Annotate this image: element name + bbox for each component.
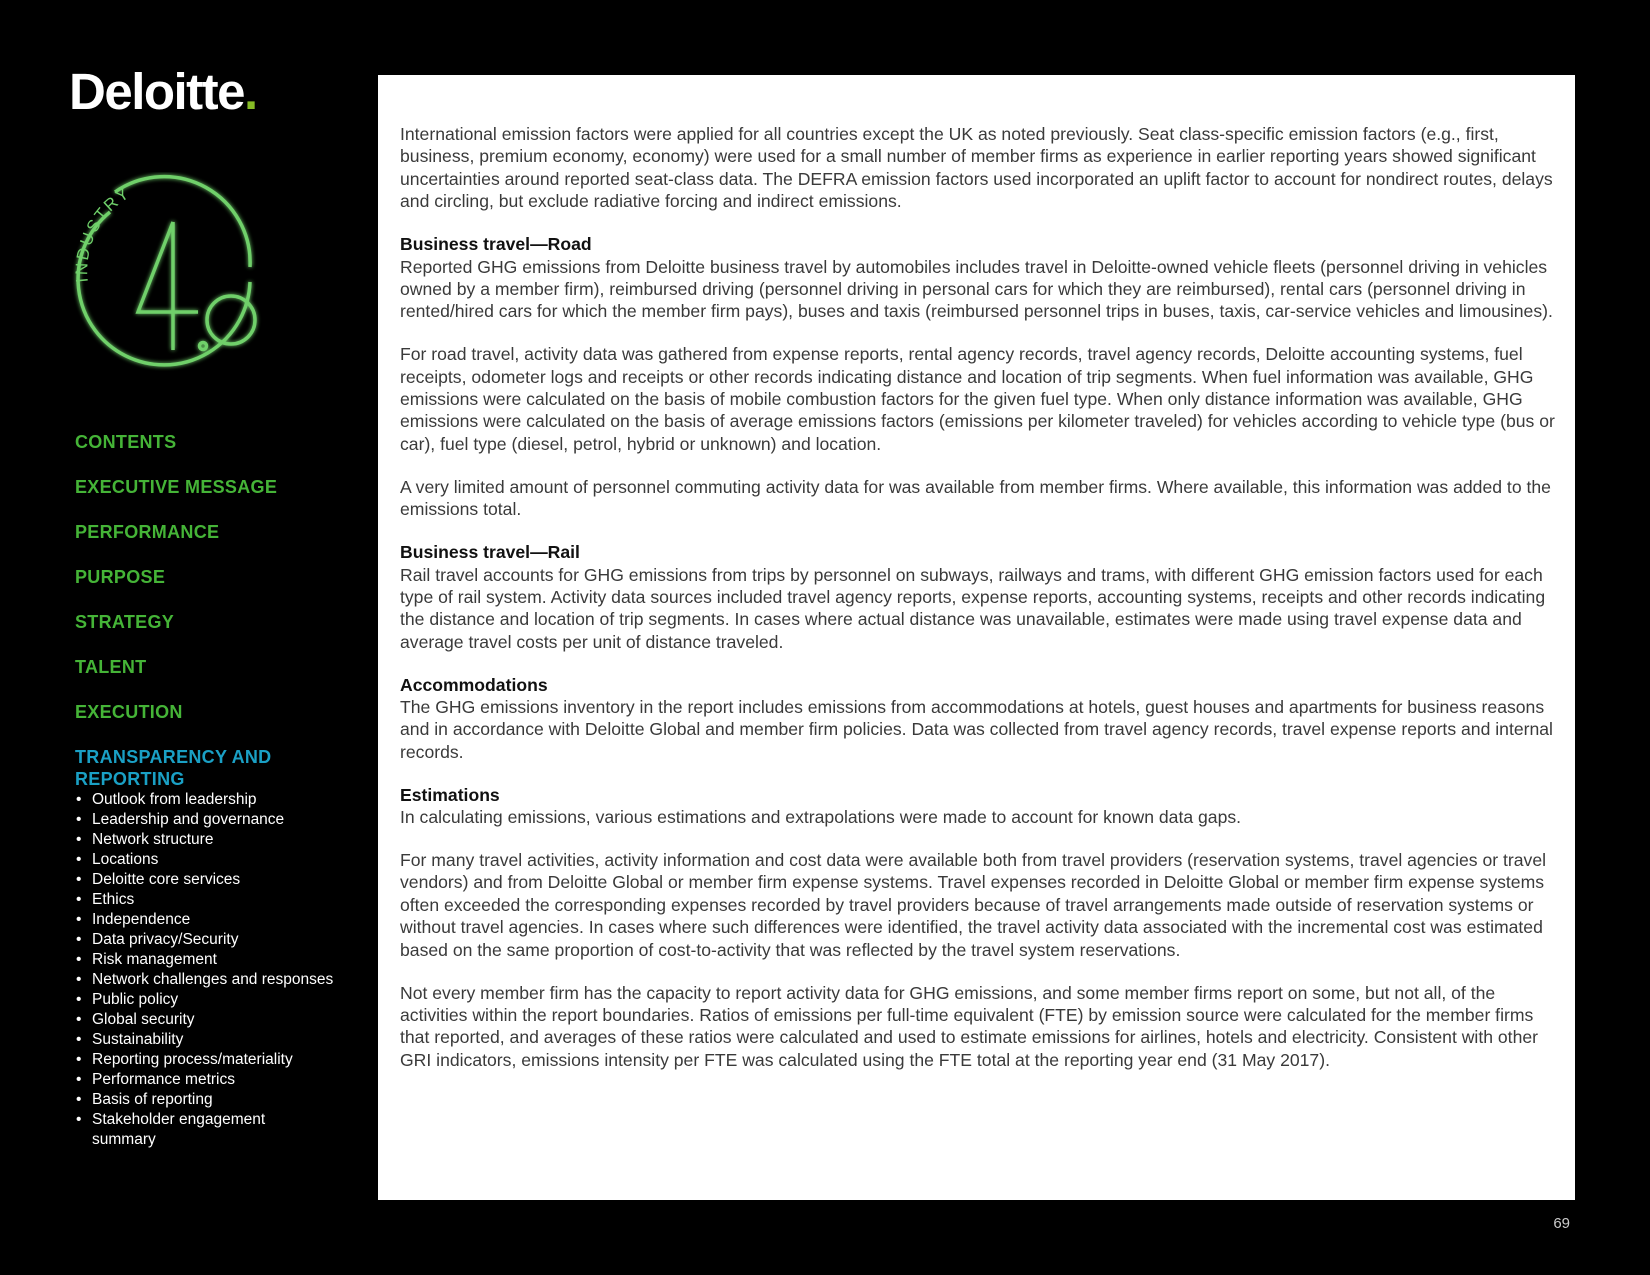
nav-execution[interactable]: EXECUTION: [75, 702, 183, 722]
subnav-deloitte-core-services[interactable]: • Deloitte core services: [75, 870, 375, 890]
nav-transparency-and-reporting[interactable]: [75, 746, 375, 790]
subnav-global-security[interactable]: • Global security: [75, 1010, 375, 1030]
subnav-public-policy[interactable]: • Public policy: [75, 990, 375, 1010]
subnav-basis-of-reporting[interactable]: • Basis of reporting: [75, 1090, 375, 1110]
brand-name: Deloitte: [69, 63, 245, 120]
subnav-outlook-from-leadership[interactable]: • Outlook from leadership: [75, 790, 375, 810]
side-navigation: [75, 431, 375, 1150]
subnav-performance-metrics[interactable]: • Performance metrics: [75, 1070, 375, 1090]
subnav-stakeholder-engagement-summary[interactable]: • Stakeholder engagement summary: [75, 1110, 292, 1150]
content-body: [400, 123, 1560, 1092]
heading-estimations: Estimations: [400, 784, 500, 805]
content-panel: [378, 75, 1575, 1200]
road-paragraph-1: Reported GHG emissions from Deloitte business travel by automobiles includes travel in Deloitte-owned vehicle fleets (personnel driving in vehicles owned by a member firm), reimbursed driving (personnel driving in personal cars for which they are reimbursed), rental cars (personnel driving in rented/hired cars for which the member firm pays), buses and taxis (reimbursed personnel trips in buses, taxis, car-service vehicles and limousines).: [400, 256, 1553, 322]
heading-accommodations: Accommodations: [400, 674, 548, 695]
nav-strategy[interactable]: STRATEGY: [75, 612, 175, 632]
road-paragraph-3: A very limited amount of personnel commuting activity data for was available from member firms. Where available, this information was added to the emissions total.: [400, 476, 1551, 520]
intro-paragraph: International emission factors were applied for all countries except the UK as noted previously. Seat class-specific emission factors (e.g., first, business, premium economy, economy) were used for a small number of member firms as experience in earlier reporting years showed significant uncertainties around reported seat-class data. The DEFRA emission factors used incorporated an uplift factor to account for nondirect routes, delays and circling, but exclude radiative forcing and indirect emissions.: [400, 124, 1553, 212]
subnav-independence[interactable]: • Independence: [75, 910, 375, 930]
nav-purpose[interactable]: PURPOSE: [75, 567, 166, 587]
accommodations-paragraph-1: The GHG emissions inventory in the report includes emissions from accommodations at hotels, guest houses and apartments for business reasons and in accordance with Deloitte Global and member firm policies. Data was collected from travel agency records, travel expense reports and internal records.: [400, 697, 1553, 762]
subnav-list: [75, 790, 375, 1150]
nav-contents[interactable]: CONTENTS: [75, 432, 177, 452]
estimations-paragraph-3: Not every member firm has the capacity to report activity data for GHG emissions, and some member firms report on some, but not all, of the activities within the report boundaries. Ratios of emissions per full-time equivalent (FTE) by emission source were calculated for the member firms that reported, and averages of these ratios were calculated and used to estimate emissions for airlines, hotels and electricity. Consistent with other GRI indicators, emissions intensity per FTE was calculated using the FTE total at the reporting year end (31 May 2017).: [400, 982, 1539, 1070]
subnav-data-privacy-security[interactable]: • Data privacy/Security: [75, 930, 375, 950]
deloitte-logo: [69, 63, 257, 120]
nav-performance[interactable]: PERFORMANCE: [75, 522, 220, 542]
nav-talent[interactable]: TALENT: [75, 657, 147, 677]
subnav-risk-management[interactable]: • Risk management: [75, 950, 375, 970]
heading-business-travel-road: Business travel—Road: [400, 234, 592, 255]
road-paragraph-2: For road travel, activity data was gathered from expense reports, rental agency records, travel agency records, Deloitte accounting systems, fuel receipts, odometer logs and receipts or other records indicating distance and location of trip segments. When fuel information was available, GHG emissions were calculated on the basis of mobile combustion factors for the given fuel type. When only distance information was available, GHG emissions were calculated on the basis of average emissions factors (emissions per kilometer traveled) for vehicles according to vehicle type (bus or car), fuel type (diesel, petrol, hybrid or unknown) and location.: [400, 344, 1555, 454]
subnav-locations[interactable]: • Locations: [75, 850, 375, 870]
estimations-paragraph-2: For many travel activities, activity information and cost data were available both from travel providers (reservation systems, travel agencies or travel vendors) and from Deloitte Global or member firm expense systems. Travel expenses recorded in Deloitte Global or member firm expense systems often exceeded the corresponding expenses recorded by travel providers because of travel arrangements made outside of reservation systems or without travel agencies. In cases where such differences were identified, the travel activity data associated with the incremental cost was estimated based on the same proportion of cost-to-activity that was reflected by the travel system reservations.: [400, 850, 1547, 960]
emblem-word: INDUSTRY: [72, 182, 134, 284]
subnav-sustainability[interactable]: • Sustainability: [75, 1030, 375, 1050]
industry-4-0-emblem: [70, 172, 280, 372]
subnav-network-structure[interactable]: • Network structure: [75, 830, 375, 850]
subnav-reporting-process[interactable]: • Reporting process/materiality: [75, 1050, 375, 1070]
subnav-network-challenges[interactable]: • Network challenges and responses: [75, 970, 375, 990]
brand-dot: .: [244, 63, 257, 120]
subnav-leadership-and-governance[interactable]: • Leadership and governance: [75, 810, 375, 830]
nav-active-label-line2: REPORTING: [75, 769, 185, 789]
page-number: 69: [1553, 1215, 1570, 1232]
nav-active-label-line1: TRANSPARENCY AND: [75, 747, 272, 767]
rail-paragraph-1: Rail travel accounts for GHG emissions from trips by personnel on subways, railways and trams, with different GHG emission factors used for each type of rail system. Activity data sources included travel agency reports, expense reports, accounting systems, receipts and other records indicating the distance and location of trip segments. In cases where actual distance was unavailable, estimates were made using travel expense data and average travel costs per unit of distance traveled.: [400, 564, 1546, 652]
subnav-ethics[interactable]: • Ethics: [75, 890, 375, 910]
estimations-paragraph-1: In calculating emissions, various estimations and extrapolations were made to account for known data gaps.: [400, 807, 1242, 828]
nav-executive-message[interactable]: EXECUTIVE MESSAGE: [75, 477, 278, 497]
heading-business-travel-rail: Business travel—Rail: [400, 542, 580, 563]
